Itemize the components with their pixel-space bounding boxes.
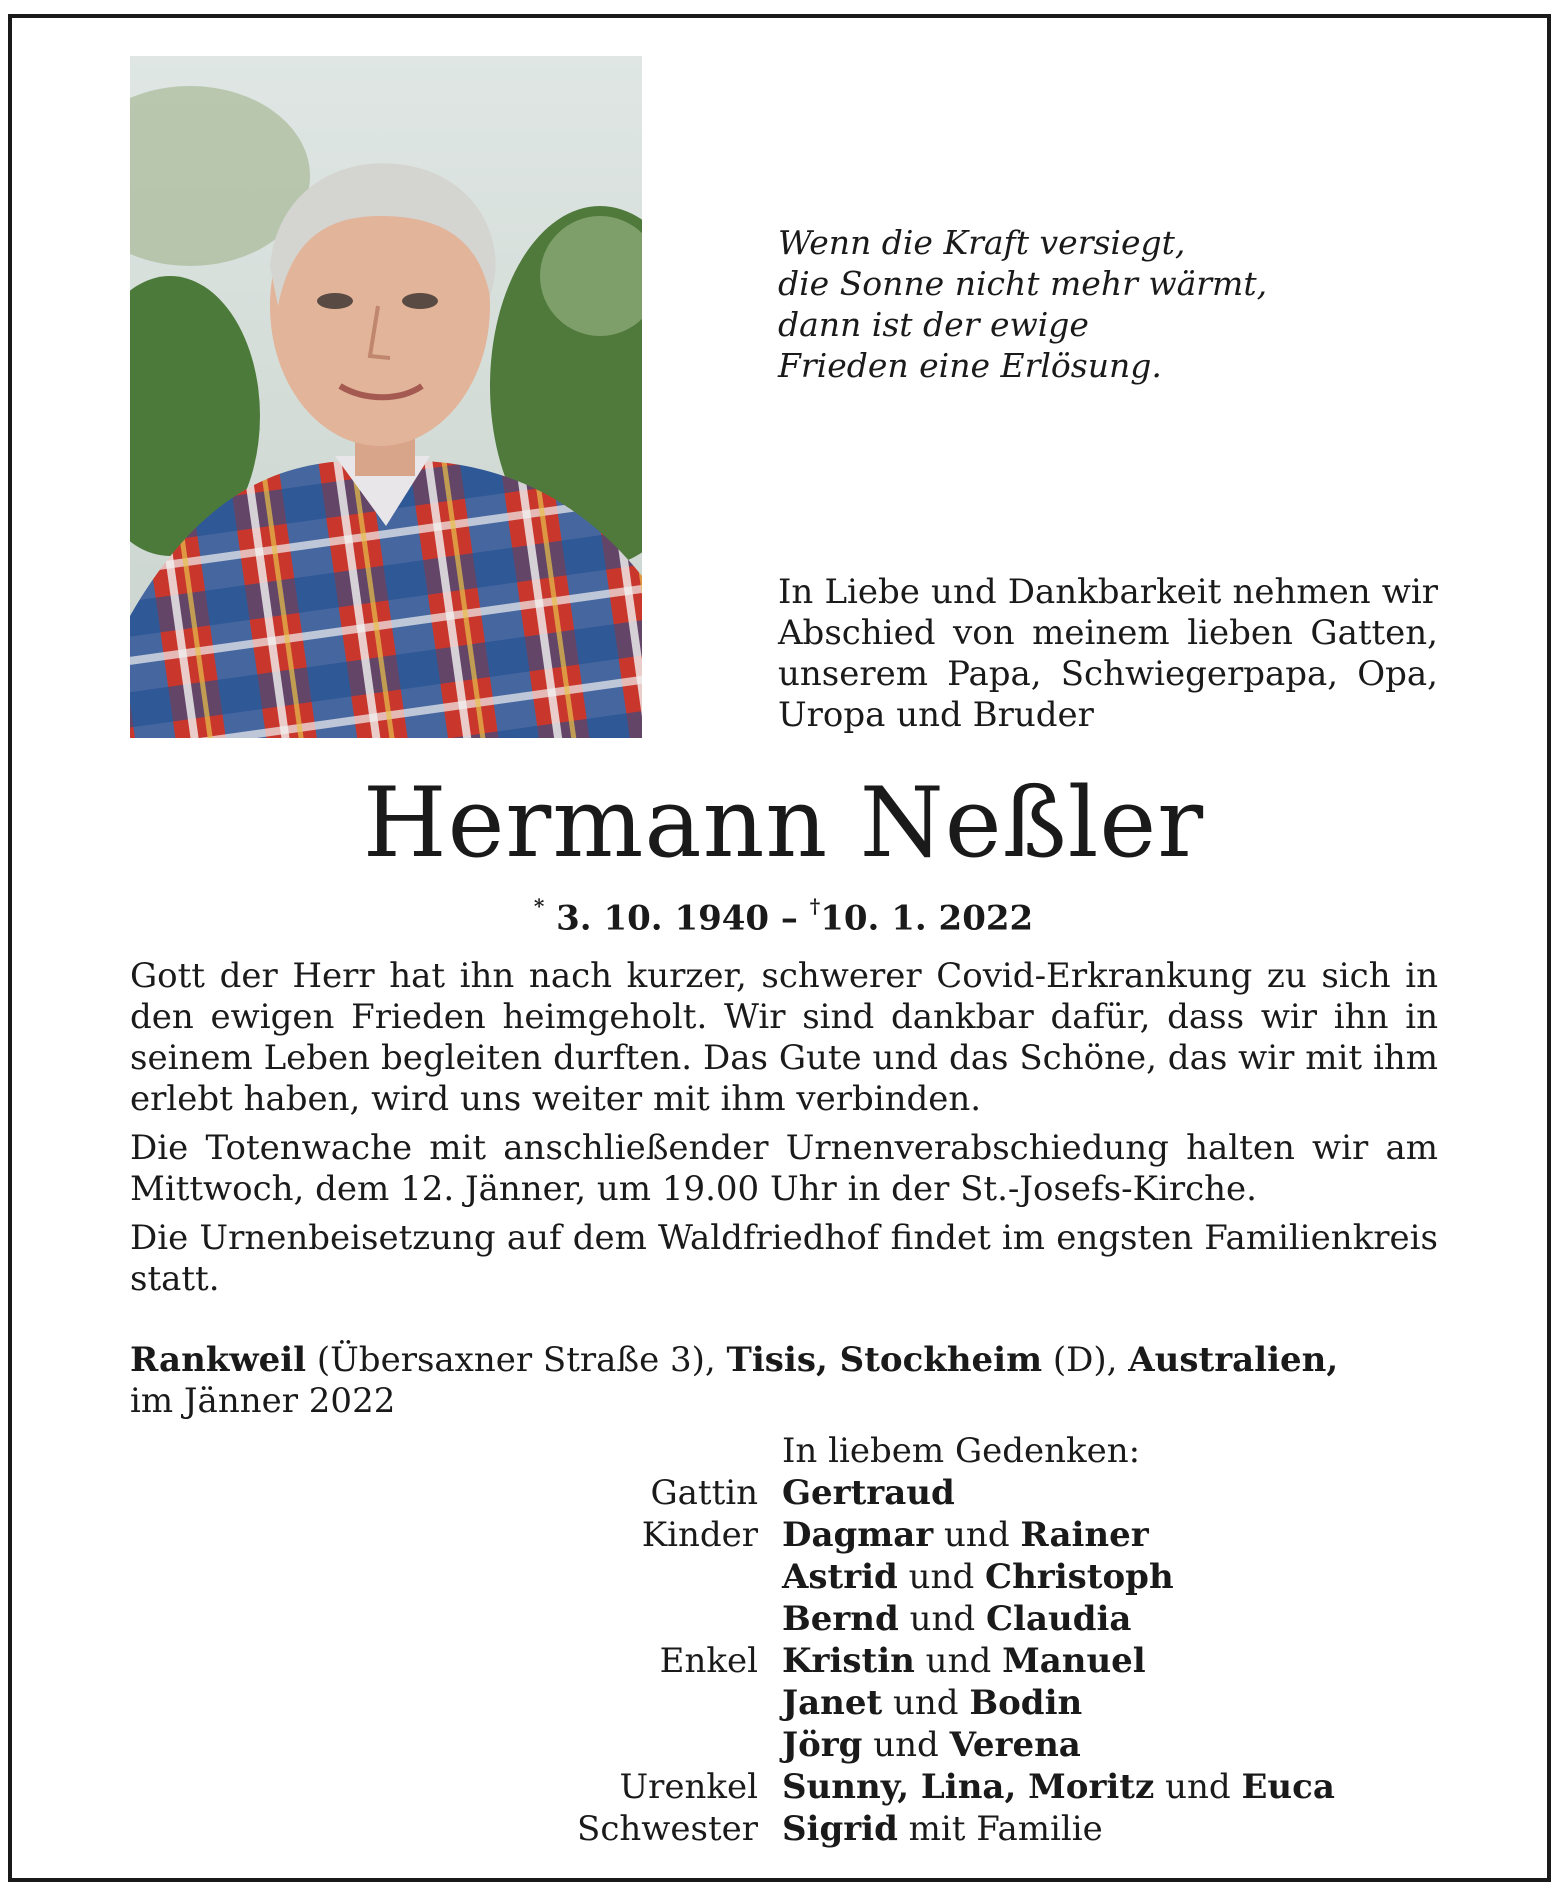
- mourner-names: [782, 1808, 1103, 1850]
- relation-label: Schwester: [577, 1809, 758, 1849]
- date-line: im Jänner 2022: [130, 1381, 396, 1421]
- portrait-photo: [130, 56, 642, 738]
- birth-date: 3. 10. 1940: [556, 898, 770, 939]
- intro-line: In Liebe und Dankbarkeit nehmen wir: [778, 572, 1438, 612]
- name-a: Astrid: [782, 1557, 898, 1597]
- country-note: (D),: [1042, 1340, 1129, 1380]
- mourner-row: [0, 1640, 1567, 1682]
- mourners-heading: In liebem Gedenken:: [782, 1431, 1141, 1471]
- mourner-row: [0, 1724, 1567, 1766]
- announcement-text: [130, 956, 1438, 1308]
- name-b: Claudia: [985, 1599, 1132, 1639]
- conjunction: und: [933, 1515, 1021, 1555]
- intro-line: Abschied von meinem lieben Gatten,: [778, 613, 1438, 653]
- name-b: Verena: [949, 1725, 1081, 1765]
- poem: [778, 222, 1478, 386]
- relation-label: Urenkel: [619, 1767, 758, 1807]
- intro-line: Uropa und Bruder: [778, 695, 1094, 735]
- death-date: 10. 1. 2022: [820, 898, 1034, 939]
- mourner-row: [0, 1682, 1567, 1724]
- name-a: Jörg: [782, 1725, 863, 1765]
- conjunction: und: [914, 1641, 1003, 1681]
- intro-line: unserem Papa, Schwiegerpapa, Opa,: [778, 654, 1438, 694]
- mourners-list: [0, 1430, 1567, 1850]
- town: Rankweil: [130, 1340, 307, 1380]
- conjunction: und: [897, 1557, 986, 1597]
- name-a: Gertraud: [782, 1473, 955, 1513]
- mourner-row: [0, 1766, 1567, 1808]
- conjunction: und: [898, 1599, 986, 1639]
- poem-line: Wenn die Kraft versiegt,: [778, 223, 1186, 262]
- mourner-row: [0, 1472, 1567, 1514]
- mourners-heading-row: [0, 1430, 1567, 1472]
- poem-line: Frieden eine Erlösung.: [778, 346, 1162, 385]
- relation-label: Kinder: [641, 1515, 758, 1555]
- place-line: [130, 1340, 1438, 1381]
- mourner-row: [0, 1598, 1567, 1640]
- deceased-name: Hermann Neßler: [362, 767, 1205, 879]
- body-paragraph: Die Urnenbeisetzung auf dem Waldfriedhof findet im engsten Familienkreis statt.: [130, 1218, 1438, 1299]
- town-2: Tisis, Stockheim: [726, 1340, 1043, 1380]
- born-symbol: *: [533, 894, 545, 918]
- relation-label: Gattin: [650, 1473, 758, 1513]
- address: (Übersaxner Straße 3),: [306, 1340, 727, 1380]
- poem-line: dann ist der ewige: [778, 305, 1089, 344]
- mourner-names: [782, 1514, 1149, 1556]
- died-symbol: †: [809, 894, 821, 918]
- conjunction: und: [862, 1725, 950, 1765]
- name-b: Euca: [1241, 1767, 1335, 1807]
- mourner-names: [782, 1724, 1081, 1766]
- name-a: Dagmar: [782, 1515, 934, 1555]
- name-b: Christoph: [985, 1557, 1174, 1597]
- place-and-date: [130, 1340, 1438, 1422]
- relation-label: Enkel: [659, 1641, 758, 1681]
- life-dates: [0, 888, 1567, 940]
- body-paragraph: Die Totenwache mit anschließender Urnenverabschiedung halten wir am Mittwoch, dem 12. Jänner, um 19.00 Uhr in der St.-Josefs-Kirche.: [130, 1128, 1438, 1209]
- mourner-names: [782, 1472, 955, 1514]
- mourner-names: [782, 1640, 1146, 1682]
- conjunction: und: [1154, 1767, 1242, 1807]
- mourner-names: [782, 1766, 1335, 1808]
- name-a: Sunny, Lina, Moritz: [782, 1767, 1155, 1807]
- date-separator: –: [780, 898, 798, 939]
- conjunction: und: [882, 1683, 970, 1723]
- town-3: Australien,: [1128, 1340, 1339, 1380]
- mourner-names: [782, 1598, 1131, 1640]
- name-a: Sigrid: [782, 1809, 898, 1849]
- mourner-row: [0, 1514, 1567, 1556]
- name-b: Manuel: [1002, 1641, 1146, 1681]
- poem-line: die Sonne nicht mehr wärmt,: [778, 264, 1268, 303]
- mourner-row: [0, 1556, 1567, 1598]
- suffix: mit Familie: [897, 1809, 1103, 1849]
- name-a: Kristin: [782, 1641, 915, 1681]
- name-b: Bodin: [969, 1683, 1083, 1723]
- name-a: Janet: [782, 1683, 883, 1723]
- body-paragraph: Gott der Herr hat ihn nach kurzer, schwerer Covid-Erkrankung zu sich in den ewigen Frieden heimgeholt. Wir sind dankbar dafür, dass wir ihn in seinem Leben begleiten durften. Das Gute und das Schöne, das wir mit ihm erlebt haben, wird uns weiter mit ihm verbinden.: [130, 956, 1438, 1119]
- mourner-row: [0, 1808, 1567, 1850]
- farewell-intro: [778, 572, 1438, 736]
- mourner-names: [782, 1556, 1174, 1598]
- name-b: Rainer: [1020, 1515, 1149, 1555]
- mourner-names: [782, 1682, 1082, 1724]
- name-a: Bernd: [782, 1599, 899, 1639]
